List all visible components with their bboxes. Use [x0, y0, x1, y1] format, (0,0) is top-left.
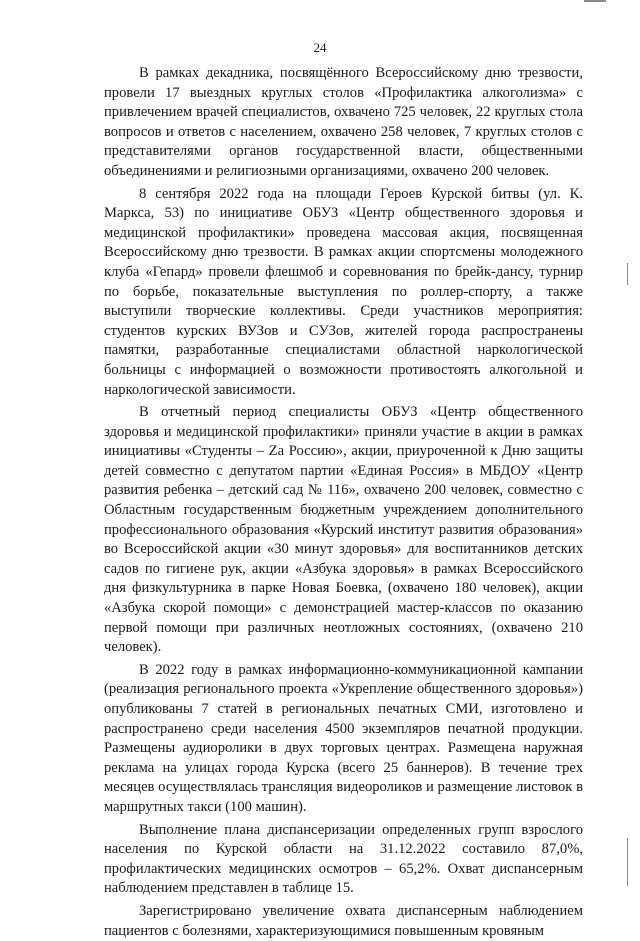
paragraph-campaign-participation: В отчетный период специалисты ОБУЗ «Центр общественного здоровья и медицинской профилактики» приняли участие в акции в рамках инициативы «Студенты – Zа Россию», акции, приуроченной к Дню защиты детей совместно с депутатом партии «Единая Россия» в МБДОУ «Центр развития ребенка – детский сад № 116», охвачено 200 человек, совместно с Областным государственным бюджетным учреждением дополнительного профессионального образования «Курский институт развития образования» во Всероссийской акции «30 минут здоровья» для воспитанников детских садов по гигиене рук, акции «Азбука здоровья» в рамках Всероссийского дня физкультурника в парке Новая Боевка, (охвачено 180 человек), акции «Азбука скорой помощи» с демонстрацией мастер-классов по оказанию первой помощи при различных неотложных состояниях, (охвачено 210 человек). — [104, 404, 583, 656]
scan-artifact-right — [627, 263, 628, 285]
paragraph-information-campaign: В 2022 году в рамках информационно-коммуникационной кампании (реализация регионального проекта «Укрепление общественного здоровья») опубликованы 7 статей в региональных печатных СМИ, изготовлено и распространено среди населения 4500 экземпляров печатной продукции. Размещены аудиоролики в двух торговых центрах. Размещена наружная реклама на улицах города Курска (всего 25 баннеров). В течение трех месяцев осуществлялась трансляция видеороликов и размещение листовок в маршрутных такси (100 машин). — [104, 661, 583, 815]
paragraph-dispensary-plan: Выполнение плана диспансеризации определенных групп взрослого населения по Курской области на 31.12.2022 составило 87,0%, профилактических медицинских осмотров – 65,2%. Охват диспансерным наблюдением представлен в таблице 15. — [104, 821, 583, 897]
document-body — [104, 64, 583, 941]
scan-artifact-top — [584, 0, 606, 2]
paragraph-dispensary-coverage: Зарегистрировано увеличение охвата диспансерным наблюдением пациентов с болезнями, характеризующимися повышенным кровяным — [104, 902, 583, 939]
scan-artifact-right — [627, 838, 628, 886]
page-number: 24 — [313, 40, 327, 55]
paragraph-sobriety-decade: В рамках декадника, посвящённого Всероссийскому дню трезвости, провели 17 выездных круглых столов «Профилактика алкоголизма» с привлечением врачей специалистов, охвачено 725 человек, 22 круглых стола вопросов и ответов с населением, охвачено 258 человек, 7 круглых столов с представителями органов государственной власти, общественными объединениями и религиозными организациями, охвачено 200 человек. — [104, 65, 583, 179]
paragraph-mass-campaign: 8 сентября 2022 года на площади Героев Курской битвы (ул. К. Маркса, 53) по инициативе ОБУЗ «Центр общественного здоровья и медицинской профилактики» проведена массовая акция, посвященная Всероссийскому дню трезвости. В рамках акции спортсмены молодежного клуба «Гепард» провели флешмоб и соревнования по брейк-дансу, турнир по борьбе, показательные выступления по роллер-спорту, а также выступили творческие коллективы. Среди участников мероприятия: студентов курских ВУЗов и СУЗов, жителей города распространены памятки, разработанные специалистами областной наркологической больницы с информацией о возможности противостоять алкогольной и наркологической зависимости. — [104, 185, 583, 398]
